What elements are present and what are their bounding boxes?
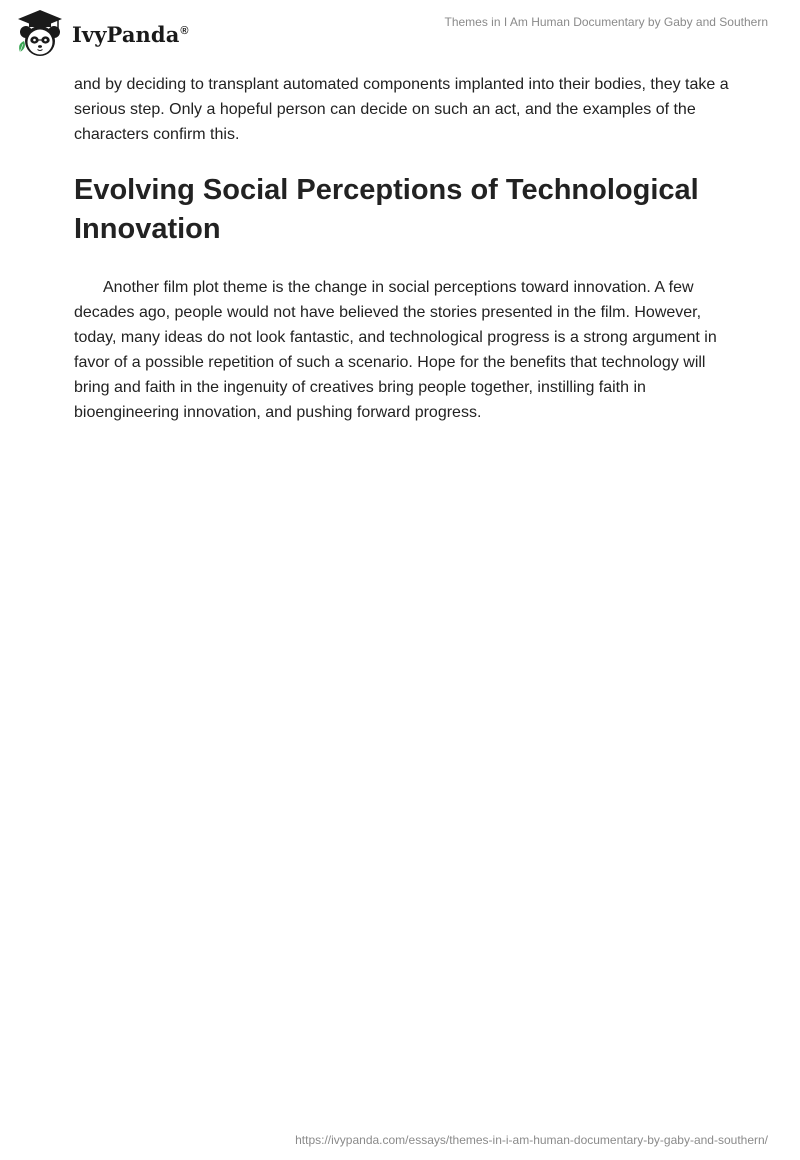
- source-url[interactable]: https://ivypanda.com/essays/themes-in-i-am-human-documentary-by-gaby-and-southern/: [295, 1133, 768, 1147]
- registered-mark: ®: [180, 24, 189, 37]
- page-header: [0, 0, 800, 70]
- brand-name: IvyPanda®: [72, 21, 189, 47]
- document-title: Themes in I Am Human Documentary by Gaby and Southern: [444, 15, 768, 29]
- brand-logo[interactable]: [14, 8, 189, 60]
- paragraph-main: Another film plot theme is the change in social perceptions toward innovation. A few decades ago, people would not have believed the stories presented in the film. However, today, many ideas do not look fantastic, and technological progress is a strong argument in favor of a possible repetition of such a scenario. Hope for the benefits that technology will bring and faith in the ingenuity of creatives bring people together, instilling faith in bioengineering innovation, and pushing forward progress.: [74, 279, 717, 421]
- paragraph-continued: and by deciding to transplant automated components implanted into their bodies, they take a serious step. Only a hopeful person can decide on such an act, and the examples of the characters confirm this.: [74, 76, 729, 143]
- essay-content: [74, 72, 734, 425]
- section-heading: Evolving Social Perceptions of Technological Innovation: [74, 174, 699, 245]
- panda-graduate-icon: [14, 8, 66, 60]
